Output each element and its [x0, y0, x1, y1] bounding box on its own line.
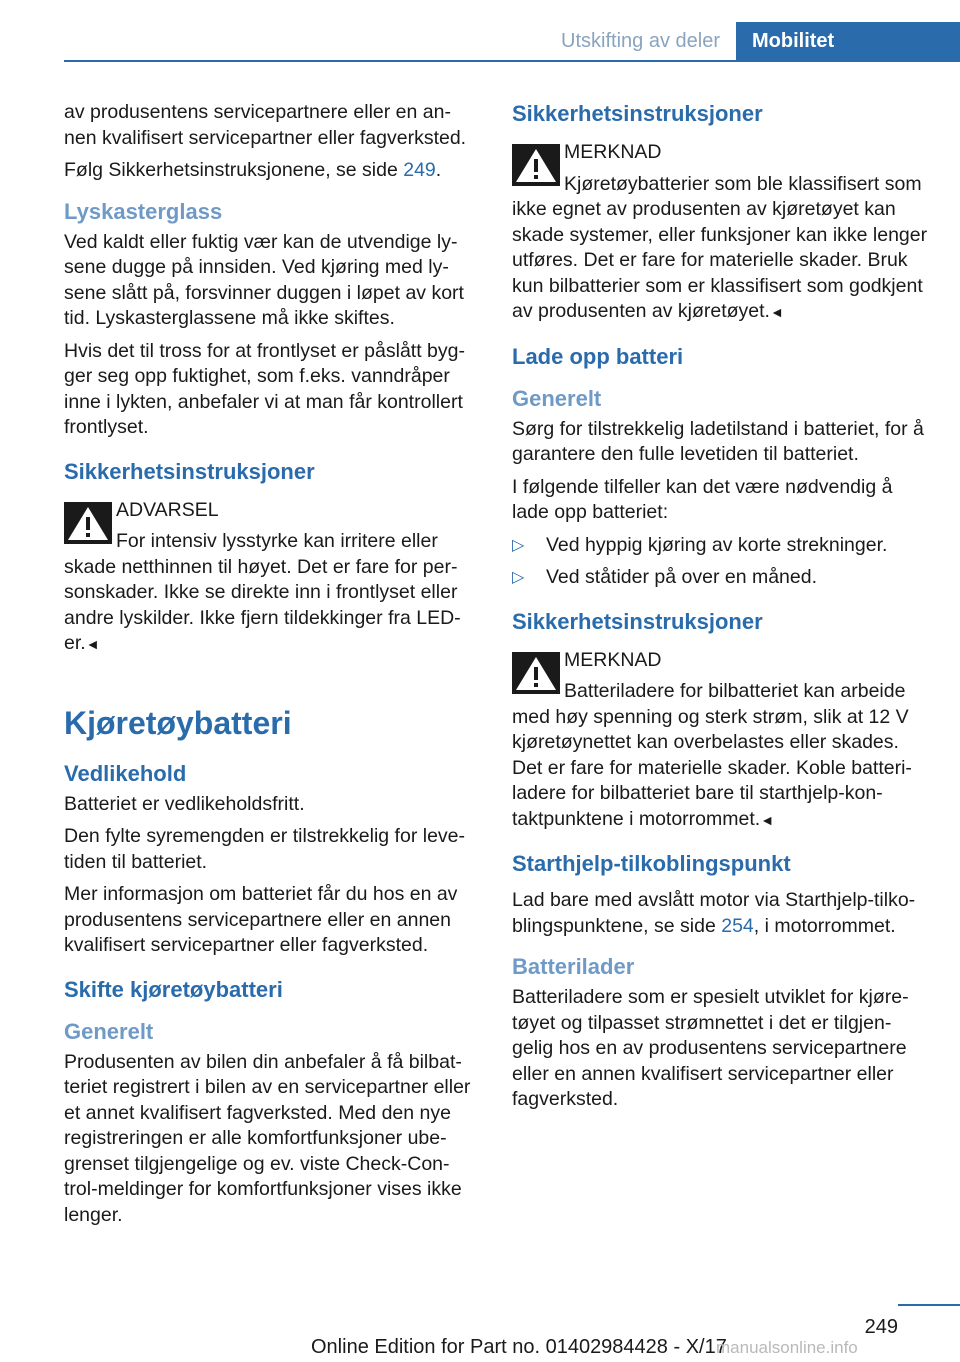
watermark: manualsonline.info: [716, 1338, 858, 1357]
warning-triangle-icon: [512, 144, 560, 186]
edition-text: Online Edition for Part no. 01402984428 - X/17: [311, 1336, 727, 1358]
heading-safety: Sikkerhetsinstruksjoner: [512, 608, 763, 634]
end-mark: ◄: [85, 636, 100, 652]
warning-triangle-icon: [512, 652, 560, 694]
heading-jumpstart: Starthjelp-tilkoblingspunkt: [512, 851, 791, 876]
heading-battery: Kjøretøybatteri: [64, 704, 292, 741]
text: , i motorrommet.: [753, 914, 896, 937]
paragraph-with-link: [512, 888, 928, 939]
notice-text: Kjøretøybatterier som ble klassifisert som ikke egnet av produsenten av kjøretøyet kan skade systemer, eller funksjoner kan ikke lenger utføres. Det er fare for materielle skader. Bruk kun bilbatterier som er klassifisert som godkjent av produsenten av kjøretøyet.: [512, 172, 928, 322]
page-number: 249: [864, 1316, 898, 1338]
paragraph-with-link: [64, 158, 480, 184]
page-link-249[interactable]: 249: [403, 159, 436, 181]
warning-text: For intensiv lysstyrke kan irritere eller skade netthinnen til høyet. Det er fare for per- sonskader. Ikke se direkte inn i frontlyset eller andre lyskilder. Ikke fjern tildekkinger fra LED- er.: [64, 530, 461, 654]
header-section-title: Utskifting av deler: [561, 30, 720, 52]
bullet-triangle-icon: ▷: [512, 536, 525, 554]
text: Lad bare med avslått motor via Starthjelp-tilko- blingspunktene, se side: [512, 889, 916, 937]
list-item-text: Ved ståtider på over en måned.: [546, 566, 818, 588]
end-mark: ◄: [760, 811, 775, 828]
heading-safety: Sikkerhetsinstruksjoner: [512, 101, 763, 126]
page-link-254[interactable]: 254: [721, 914, 754, 937]
notice-title: MERKNAD: [564, 648, 662, 671]
paragraph: Batteriet er vedlikeholdsfritt.: [64, 792, 305, 815]
notice-block: [512, 138, 928, 326]
end-mark: ◄: [769, 304, 784, 320]
list-item: [512, 533, 928, 559]
heading-replace-battery: Skifte kjøretøybatteri: [64, 976, 283, 1002]
warning-block: [64, 496, 480, 658]
heading-maintenance: Vedlikehold: [64, 760, 187, 786]
paragraph: Hvis det til tross for at frontlyset er påslått byg- ger seg opp fuktighet, som f.eks. vanndråper inne i lykten, anbefaler vi at man får kontrollert frontlyset.: [64, 339, 465, 438]
header-chapter-tab: Mobilitet: [736, 22, 960, 62]
notice-title: MERKNAD: [564, 141, 662, 163]
warning-triangle-icon: [64, 502, 112, 544]
heading-safety: Sikkerhetsinstruksjoner: [64, 458, 315, 484]
text: .: [435, 159, 442, 181]
notice-block: [512, 646, 928, 834]
paragraph: av produsentens servicepartnere eller en an- nen kvalifisert servicepartner eller fagverksted.: [64, 101, 467, 149]
bullet-triangle-icon: ▷: [512, 569, 525, 586]
notice-text: Batteriladere for bilbatteriet kan arbeide med høy spenning og sterk strøm, slik at 12 V kjøretøynettet kan overbelastes eller skades. Det er fare for materielle skader. Koble batteri- ladere for bilbatteriet bare til starthjelp-kon- taktpunktene i motorrommet.: [512, 680, 912, 830]
paragraph: Ved kaldt eller fuktig vær kan de utvendige ly- sene dugge på innsiden. Ved kjøring med ly- sene slått på, forsvinner duggen i løpet av kort tid. Lyskasterglassene må ikke skiftes.: [64, 230, 464, 329]
footer-rule: [898, 1304, 960, 1306]
heading-lyskasterglass: Lyskasterglass: [64, 198, 223, 224]
text: Følg Sikkerhetsinstruksjonene, se side: [64, 159, 404, 181]
list-item-text: Ved hyppig kjøring av korte strekninger.: [546, 533, 888, 556]
heading-charge-battery: Lade opp batteri: [512, 343, 684, 369]
heading-general: Generelt: [64, 1018, 154, 1044]
paragraph: Mer informasjon om batteriet får du hos en av produsentens servicepartnere eller en annen kvalifisert servicepartner eller fagverksted.: [64, 883, 458, 956]
list-item: [512, 565, 928, 591]
heading-general: Generelt: [512, 385, 602, 411]
paragraph: Sørg for tilstrekkelig ladetilstand i batteriet, for å garantere den fulle levetiden til batteriet.: [512, 417, 924, 465]
paragraph: Produsenten av bilen din anbefaler å få bilbat- teriet registrert i bilen av en servicepartner eller et annet kvalifisert fagverksted. Med den nye registreringen er alle komfortfunksjoner ube- grenset tilgjengelige og ev. viste Check-Con- trol-meldinger for komfortfunksjoner vises ikke lenger.: [64, 1050, 471, 1226]
paragraph: Den fylte syremengden er tilstrekkelig for leve- tiden til batteriet.: [64, 825, 465, 873]
paragraph: Batteriladere som er spesielt utviklet for kjøre- tøyet og tilpasset strømnettet i det er tilgjen- gelig hos en av produsentens servicepartnere eller en annen kvalifisert servicepartner eller fagverksted.: [512, 986, 909, 1110]
bullet-list: [512, 533, 928, 591]
paragraph: I følgende tilfeller kan det være nødvendig å lade opp batteriet:: [512, 475, 893, 523]
header-rule: [64, 60, 960, 62]
heading-charger: Batterilader: [512, 954, 635, 979]
warning-title: ADVARSEL: [116, 498, 219, 521]
left-column: [64, 100, 480, 1235]
page-header: [64, 22, 960, 62]
right-column: [512, 100, 928, 1120]
